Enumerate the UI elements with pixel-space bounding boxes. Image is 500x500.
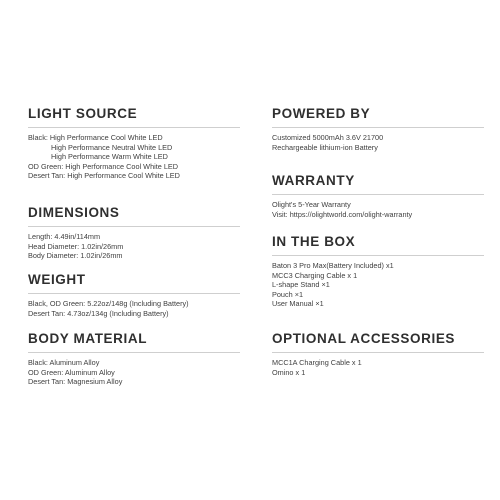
in-the-box-divider [272, 255, 484, 256]
dimensions-heading: DIMENSIONS [28, 205, 120, 220]
optional-accessories-line: MCC1A Charging Cable x 1 [272, 358, 362, 367]
in-the-box-line: User Manual ×1 [272, 299, 324, 309]
body-material-heading: BODY MATERIAL [28, 331, 148, 346]
body-material-line: Desert Tan: Magnesium Alloy [28, 377, 123, 387]
body-material-divider [28, 352, 240, 353]
in-the-box-section [272, 234, 484, 309]
dimensions-section [28, 205, 240, 261]
light-source-section [28, 106, 240, 181]
weight-line: Black, OD Green: 5.22oz/148g (Including Battery) [28, 299, 189, 308]
dimensions-line: Body Diameter: 1.02in/26mm [28, 251, 123, 261]
weight-heading: WEIGHT [28, 272, 86, 287]
optional-accessories-divider [272, 352, 484, 353]
warranty-divider [272, 194, 484, 195]
optional-accessories-line: Omino x 1 [272, 367, 306, 377]
powered-by-divider [272, 127, 484, 128]
dimensions-line: Head Diameter: 1.02in/26mm [28, 241, 124, 251]
light-source-divider [28, 127, 240, 128]
powered-by-line: Customized 5000mAh 3.6V 21700 [272, 133, 384, 142]
light-source-line: Desert Tan: High Performance Cool White LED [28, 171, 180, 181]
optional-accessories-heading: OPTIONAL ACCESSORIES [272, 331, 456, 346]
warranty-url: Visit: https://olightworld.com/olight-warranty [272, 209, 413, 219]
warranty-section [272, 173, 484, 219]
powered-by-line: Rechargeable lithium-ion Battery [272, 142, 378, 152]
light-source-line: OD Green: High Performance Cool White LED [28, 161, 179, 171]
in-the-box-line: L-shape Stand ×1 [272, 280, 330, 290]
body-material-line: OD Green: Aluminum Alloy [28, 367, 115, 377]
optional-accessories-section [272, 331, 484, 377]
weight-line: Desert Tan: 4.73oz/134g (Including Battery) [28, 308, 169, 318]
body-material-section [28, 331, 240, 387]
in-the-box-line: Baton 3 Pro Max(Battery Included) x1 [272, 261, 394, 270]
light-source-line: High Performance Warm White LED [51, 152, 168, 162]
weight-section [28, 272, 240, 318]
weight-divider [28, 293, 240, 294]
powered-by-section [272, 106, 484, 152]
in-the-box-line: MCC3 Charging Cable x 1 [272, 270, 358, 280]
dimensions-divider [28, 226, 240, 227]
warranty-heading: WARRANTY [272, 173, 355, 188]
in-the-box-line: Pouch ×1 [272, 289, 304, 299]
light-source-line: Black: High Performance Cool White LED [28, 133, 163, 142]
in-the-box-heading: IN THE BOX [272, 234, 356, 249]
powered-by-heading: POWERED BY [272, 106, 371, 121]
light-source-line: High Performance Neutral White LED [51, 142, 173, 152]
warranty-line: Olight's 5-Year Warranty [272, 200, 351, 209]
light-source-heading: LIGHT SOURCE [28, 106, 138, 121]
dimensions-line: Length: 4.49in/114mm [28, 232, 101, 241]
body-material-line: Black: Aluminum Alloy [28, 358, 100, 367]
